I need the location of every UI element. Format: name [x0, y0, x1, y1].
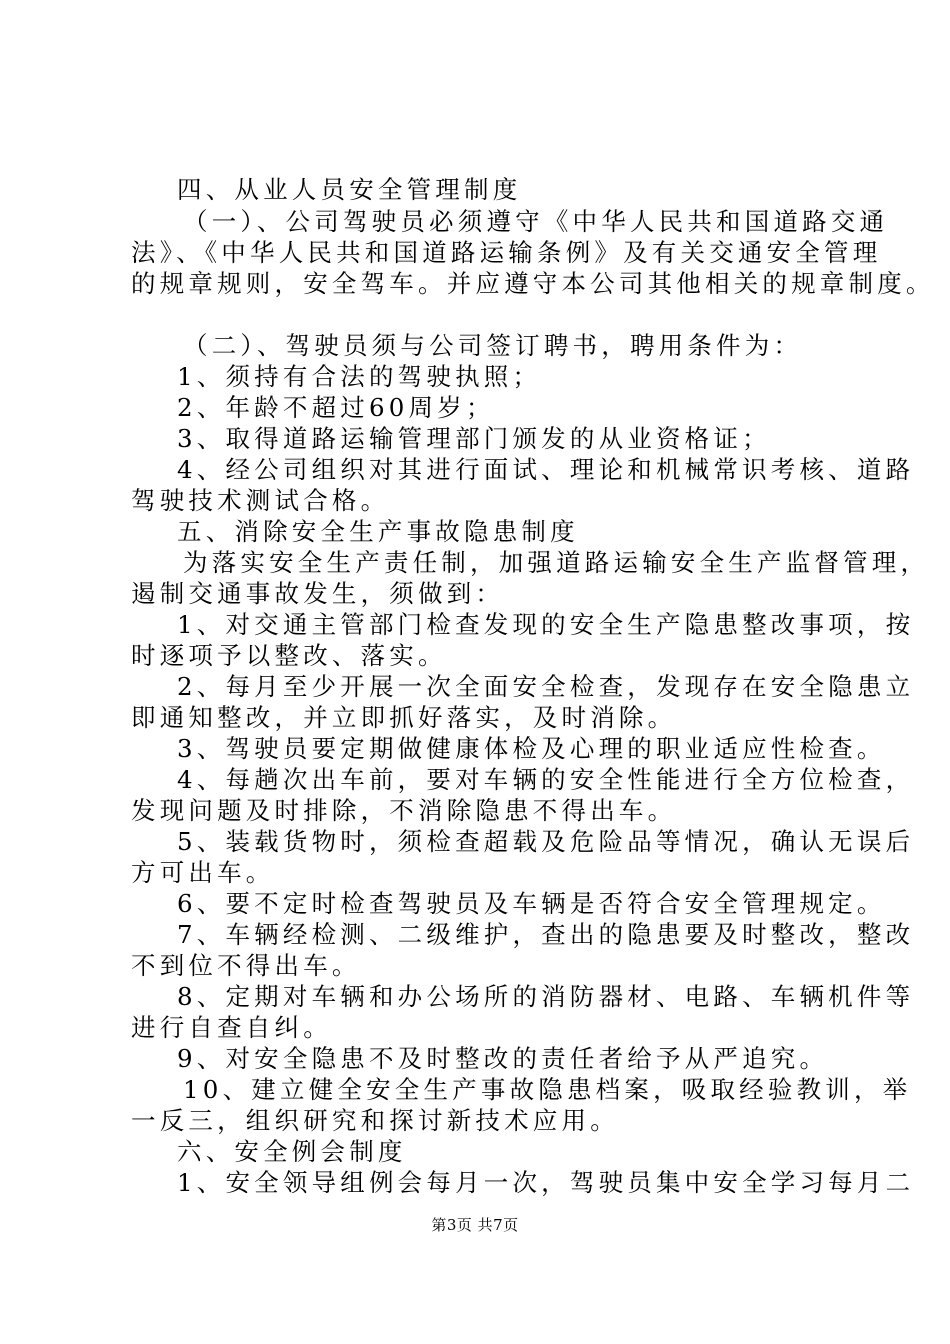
list-item: 7、车辆经检测、二级维护，查出的隐患要及时整改，整改	[177, 920, 915, 949]
list-item-continuation: 进行自查自纠。	[131, 1013, 332, 1042]
list-item: 8、定期对车辆和办公场所的消防器材、电路、车辆机件等	[177, 982, 915, 1011]
list-item-continuation: 时逐项予以整改、落实。	[131, 641, 447, 670]
list-item: 3、驾驶员要定期做健康体检及心理的职业适应性检查。	[177, 734, 886, 763]
list-item-continuation: 不到位不得出车。	[131, 951, 361, 980]
section-heading-6: 六、安全例会制度	[177, 1137, 407, 1166]
list-item: 9、对安全隐患不及时整改的责任者给予从严追究。	[177, 1044, 829, 1073]
paragraph-line: （一）、公司驾驶员必须遵守《中华人民共和国道路交通	[183, 207, 889, 236]
list-item-continuation: 发现问题及时排除，不消除隐患不得出车。	[131, 796, 677, 825]
paragraph-line: 为落实安全生产责任制，加强道路运输安全生产监督管理，	[183, 548, 930, 577]
list-item: 4、经公司组织对其进行面试、理论和机械常识考核、道路	[177, 455, 915, 484]
paragraph-line: 遏制交通事故发生，须做到：	[131, 579, 505, 608]
list-item: 3、取得道路运输管理部门颁发的从业资格证；	[177, 424, 771, 453]
section-heading-5: 五、消除安全生产事故隐患制度	[177, 517, 579, 546]
page-footer: 第3页 共7页	[431, 1216, 519, 1234]
list-item: 4、每趟次出车前，要对车辆的安全性能进行全方位检查，	[177, 765, 915, 794]
paragraph-line: 法》、《中华人民共和国道路运输条例》及有关交通安全管理	[131, 238, 882, 267]
list-item: 1、安全领导组例会每月一次，驾驶员集中安全学习每月二	[177, 1168, 915, 1197]
list-item-continuation: 一反三，组织研究和探讨新技术应用。	[131, 1106, 619, 1135]
list-item: 10、建立健全安全生产事故隐患档案，吸取经验教训，举	[183, 1075, 912, 1104]
paragraph-line: （二）、驾驶员须与公司签订聘书，聘用条件为：	[183, 331, 803, 360]
list-item: 1、须持有合法的驾驶执照；	[177, 362, 542, 391]
list-item: 6、要不定时检查驾驶员及车辆是否符合安全管理规定。	[177, 889, 886, 918]
list-item: 2、每月至少开展一次全面安全检查，发现存在安全隐患立	[177, 672, 915, 701]
list-item: 1、对交通主管部门检查发现的安全生产隐患整改事项，按	[177, 610, 915, 639]
section-heading-4: 四、从业人员安全管理制度	[177, 175, 522, 204]
list-item: 2、年龄不超过60周岁；	[177, 393, 495, 422]
paragraph-line: 的规章规则，安全驾车。并应遵守本公司其他相关的规章制度。	[131, 269, 935, 298]
list-item-continuation: 驾驶技术测试合格。	[131, 486, 390, 515]
list-item: 5、装载货物时，须检查超载及危险品等情况，确认无误后	[177, 827, 915, 856]
list-item-continuation: 即通知整改，并立即抓好落实，及时消除。	[131, 703, 677, 732]
list-item-continuation: 方可出车。	[131, 858, 275, 887]
